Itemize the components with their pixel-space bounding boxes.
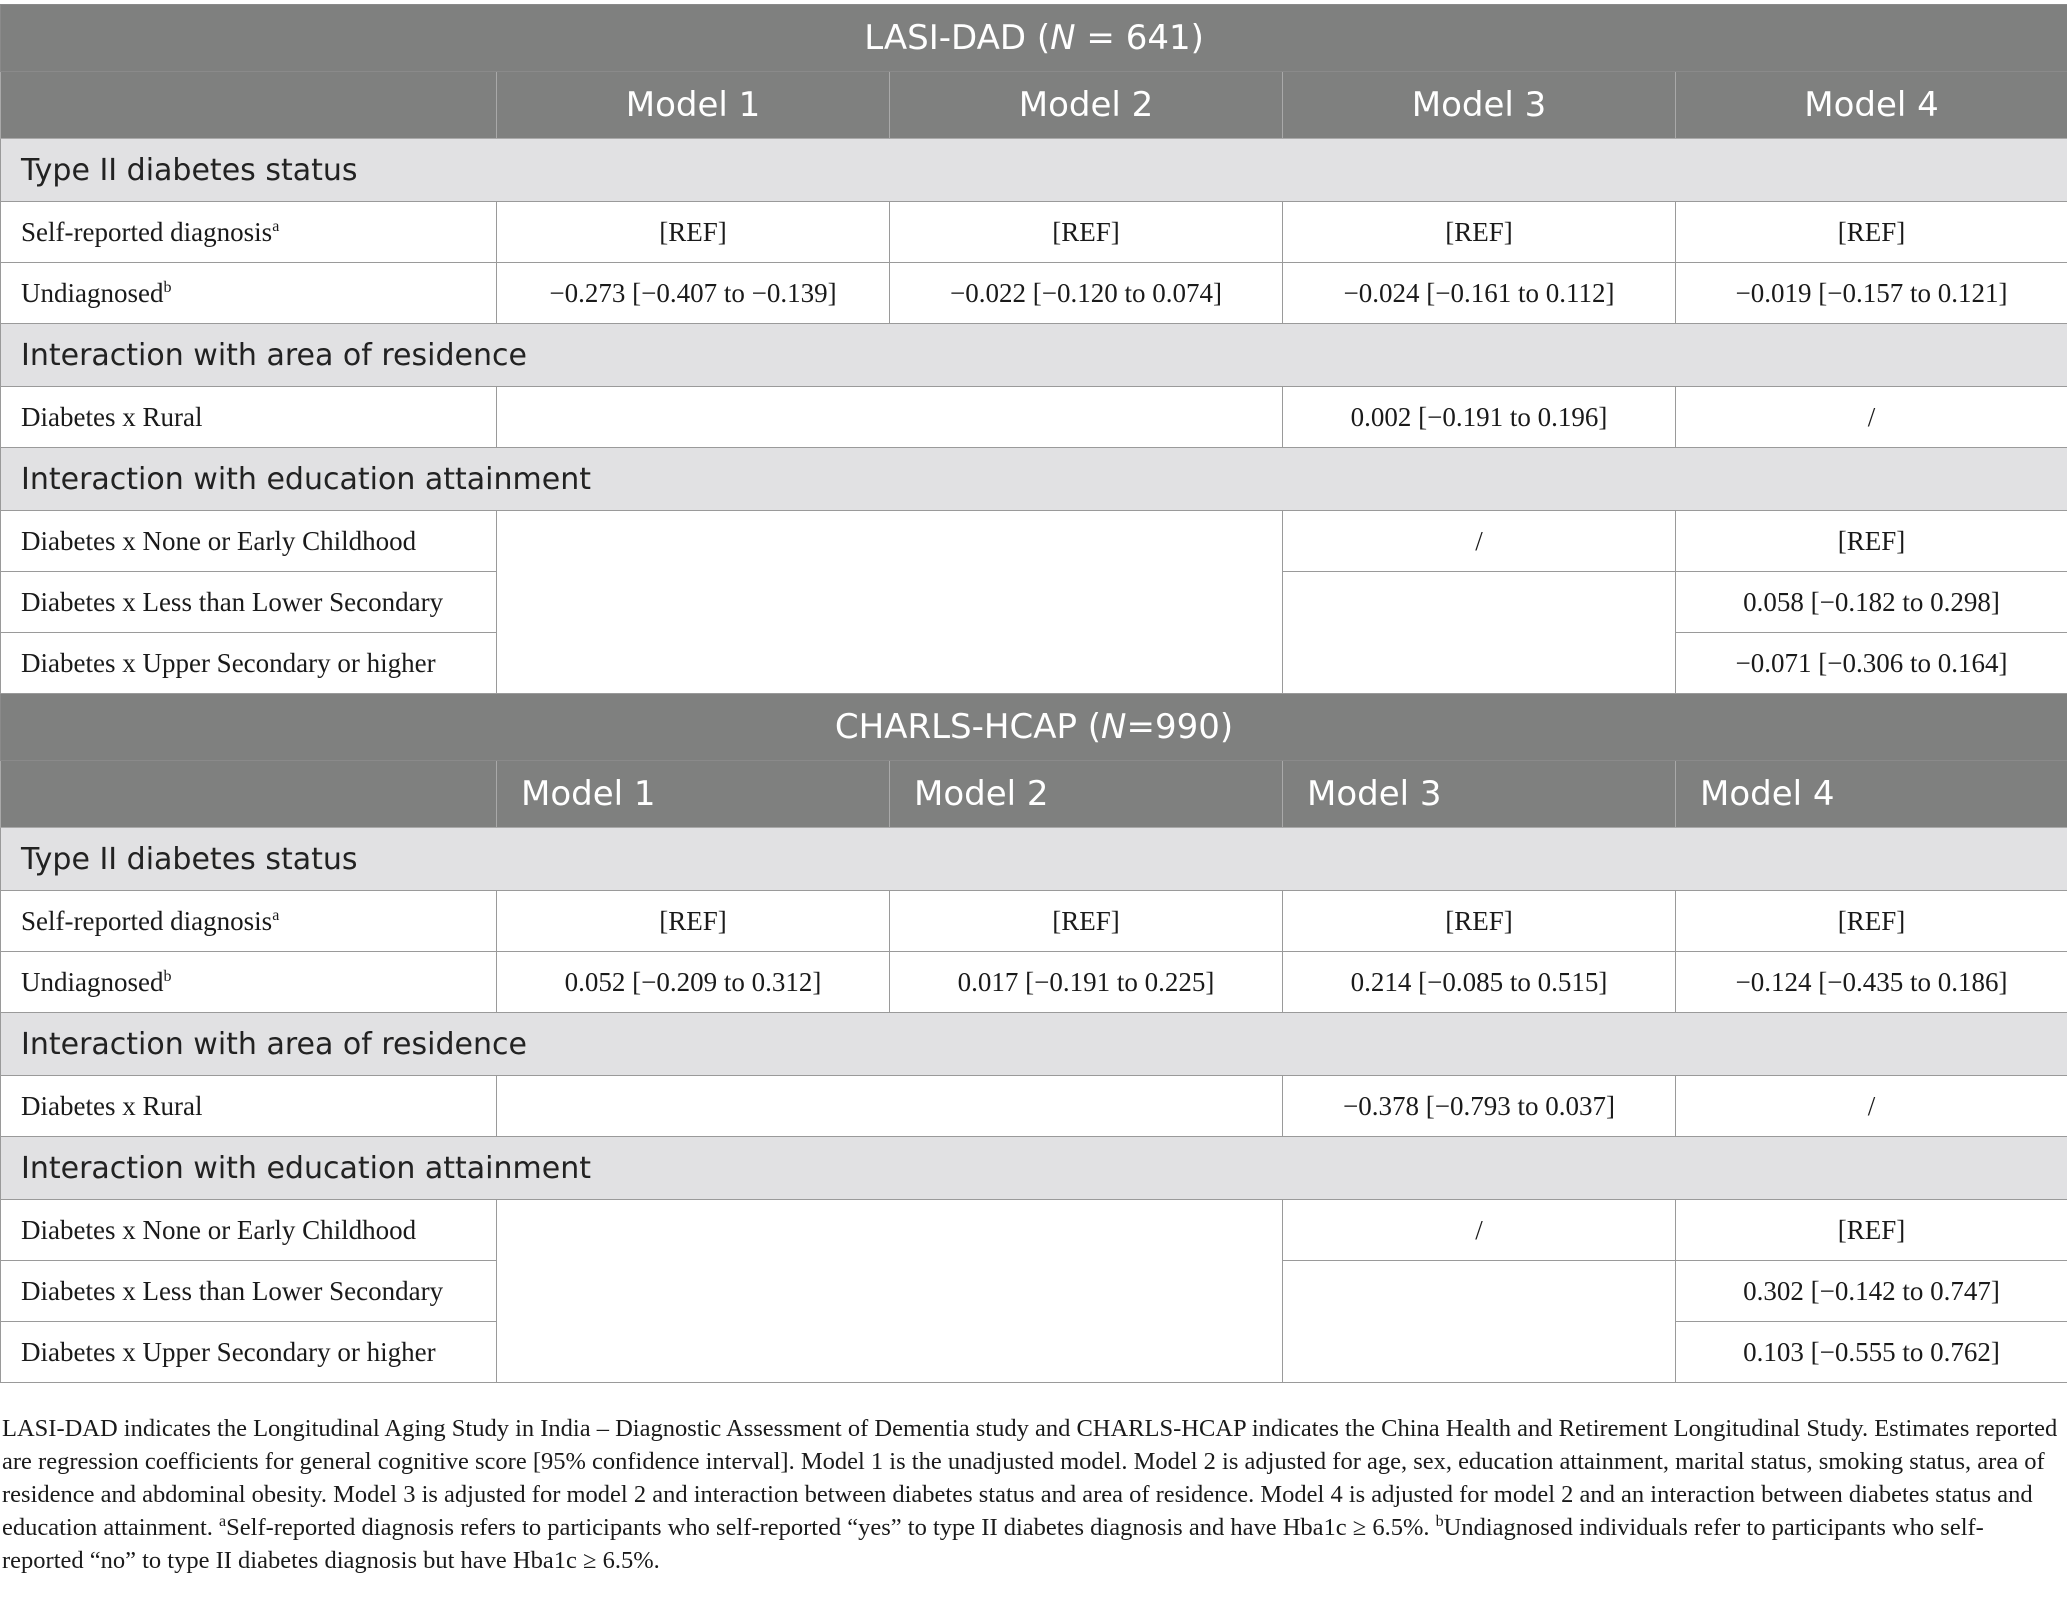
table-footnote	[2, 1412, 2062, 1577]
cell-value: 0.214 [−0.085 to 0.515]	[1283, 952, 1676, 1013]
cell-value: −0.019 [−0.157 to 0.121]	[1676, 263, 2067, 324]
cell-empty	[497, 1076, 1283, 1137]
group-row	[1, 1137, 2067, 1200]
row-label-edu-less: Diabetes x Less than Lower Secondary	[1, 1261, 497, 1322]
cell-value: −0.378 [−0.793 to 0.037]	[1283, 1076, 1676, 1137]
header-model-3: Model 3	[1283, 72, 1676, 139]
row-label-rural: Diabetes x Rural	[1, 1076, 497, 1137]
cell-value: 0.052 [−0.209 to 0.312]	[497, 952, 890, 1013]
footnote-text: LASI-DAD indicates the Longitudinal Aging Study in India – Diagnostic Assessment of Dementia study and CHARLS-HCAP indicates the China Health and Retirement Longitudinal Study. Estimates reported are regression coefficients for general cognitive score [95% confidence interval]. Model 1 is the unadjusted model. Model 2 is adjusted for age, sex, education attainment, marital status, smoking status, area of residence and abdominal obesity. Model 3 is adjusted for model 2 and interaction between diabetes status and area of residence. Model 4 is adjusted for model 2 and an interaction between diabetes status and education attainment. $^a$Self-reported diagnosis refers to participants who self-reported “yes” to type II diabetes diagnosis and have Hba1c ≥ 6.5%. $^b$Undiagnosed individuals refer to participants who self-reported “no” to type II diabetes diagnosis but have Hba1c ≥ 6.5%.	[2, 1415, 2058, 1574]
table-row	[1, 511, 2067, 572]
table-row	[1, 263, 2067, 324]
cell-value: 0.002 [−0.191 to 0.196]	[1283, 387, 1676, 448]
cell-value: /	[1283, 1200, 1676, 1261]
table-row	[1, 202, 2067, 263]
header-empty	[1, 761, 497, 828]
cell-value: [REF]	[890, 891, 1283, 952]
cell-value: [REF]	[1676, 891, 2067, 952]
cell-value: [REF]	[1676, 202, 2067, 263]
group-area-residence: Interaction with area of residence	[1, 1013, 2067, 1076]
group-education: Interaction with education attainment	[1, 1137, 2067, 1200]
cell-value: [REF]	[497, 202, 890, 263]
group-area-residence: Interaction with area of residence	[1, 324, 2067, 387]
cell-value: [REF]	[890, 202, 1283, 263]
cell-value: /	[1676, 1076, 2067, 1137]
header-model-2: Model 2	[890, 72, 1283, 139]
cell-value: [REF]	[497, 891, 890, 952]
table-row	[1, 891, 2067, 952]
cell-value: /	[1283, 511, 1676, 572]
cell-empty	[497, 387, 1283, 448]
header-model-1: Model 1	[497, 761, 890, 828]
group-row	[1, 139, 2067, 202]
table-row	[1, 1076, 2067, 1137]
cell-value: −0.022 [−0.120 to 0.074]	[890, 263, 1283, 324]
row-label-edu-none: Diabetes x None or Early Childhood	[1, 1200, 497, 1261]
group-education: Interaction with education attainment	[1, 448, 2067, 511]
cell-empty	[497, 1200, 1283, 1383]
group-row	[1, 1013, 2067, 1076]
cell-value: 0.058 [−0.182 to 0.298]	[1676, 572, 2067, 633]
header-model-2: Model 2	[890, 761, 1283, 828]
cell-value: 0.103 [−0.555 to 0.762]	[1676, 1322, 2067, 1383]
header-empty	[1, 72, 497, 139]
cell-value: [REF]	[1676, 511, 2067, 572]
cell-value: [REF]	[1676, 1200, 2067, 1261]
row-label-self-reported: Self-reported diagnosis$^a$	[1, 891, 497, 952]
section-title-charls: CHARLS-HCAP (N=990)	[1, 694, 2067, 761]
section-title-row	[1, 5, 2067, 72]
group-row	[1, 448, 2067, 511]
row-label-undiagnosed: Undiagnosed$^b$	[1, 263, 497, 324]
cell-value: −0.273 [−0.407 to −0.139]	[497, 263, 890, 324]
cell-value: 0.302 [−0.142 to 0.747]	[1676, 1261, 2067, 1322]
cell-value: /	[1676, 387, 2067, 448]
results-table	[0, 4, 2067, 1383]
group-row	[1, 828, 2067, 891]
cell-value: 0.017 [−0.191 to 0.225]	[890, 952, 1283, 1013]
table-row	[1, 952, 2067, 1013]
table-row	[1, 387, 2067, 448]
row-label-edu-less: Diabetes x Less than Lower Secondary	[1, 572, 497, 633]
row-label-undiagnosed: Undiagnosed$^b$	[1, 952, 497, 1013]
group-diabetes-status: Type II diabetes status	[1, 828, 2067, 891]
header-model-3: Model 3	[1283, 761, 1676, 828]
cell-empty	[497, 511, 1283, 694]
row-label-self-reported: Self-reported diagnosis$^a$	[1, 202, 497, 263]
results-table-container	[0, 4, 2067, 1383]
group-diabetes-status: Type II diabetes status	[1, 139, 2067, 202]
row-label-edu-upper: Diabetes x Upper Secondary or higher	[1, 1322, 497, 1383]
cell-value: [REF]	[1283, 202, 1676, 263]
model-header-row	[1, 761, 2067, 828]
cell-value: [REF]	[1283, 891, 1676, 952]
section-title-lasi: LASI-DAD (N = 641)	[1, 5, 2067, 72]
cell-value: −0.071 [−0.306 to 0.164]	[1676, 633, 2067, 694]
header-model-4: Model 4	[1676, 72, 2067, 139]
cell-value: −0.124 [−0.435 to 0.186]	[1676, 952, 2067, 1013]
cell-value: −0.024 [−0.161 to 0.112]	[1283, 263, 1676, 324]
model-header-row	[1, 72, 2067, 139]
section-title-row	[1, 694, 2067, 761]
row-label-edu-none: Diabetes x None or Early Childhood	[1, 511, 497, 572]
cell-empty	[1283, 1261, 1676, 1383]
header-model-4: Model 4	[1676, 761, 2067, 828]
row-label-edu-upper: Diabetes x Upper Secondary or higher	[1, 633, 497, 694]
table-row	[1, 1200, 2067, 1261]
group-row	[1, 324, 2067, 387]
row-label-rural: Diabetes x Rural	[1, 387, 497, 448]
header-model-1: Model 1	[497, 72, 890, 139]
cell-empty	[1283, 572, 1676, 694]
